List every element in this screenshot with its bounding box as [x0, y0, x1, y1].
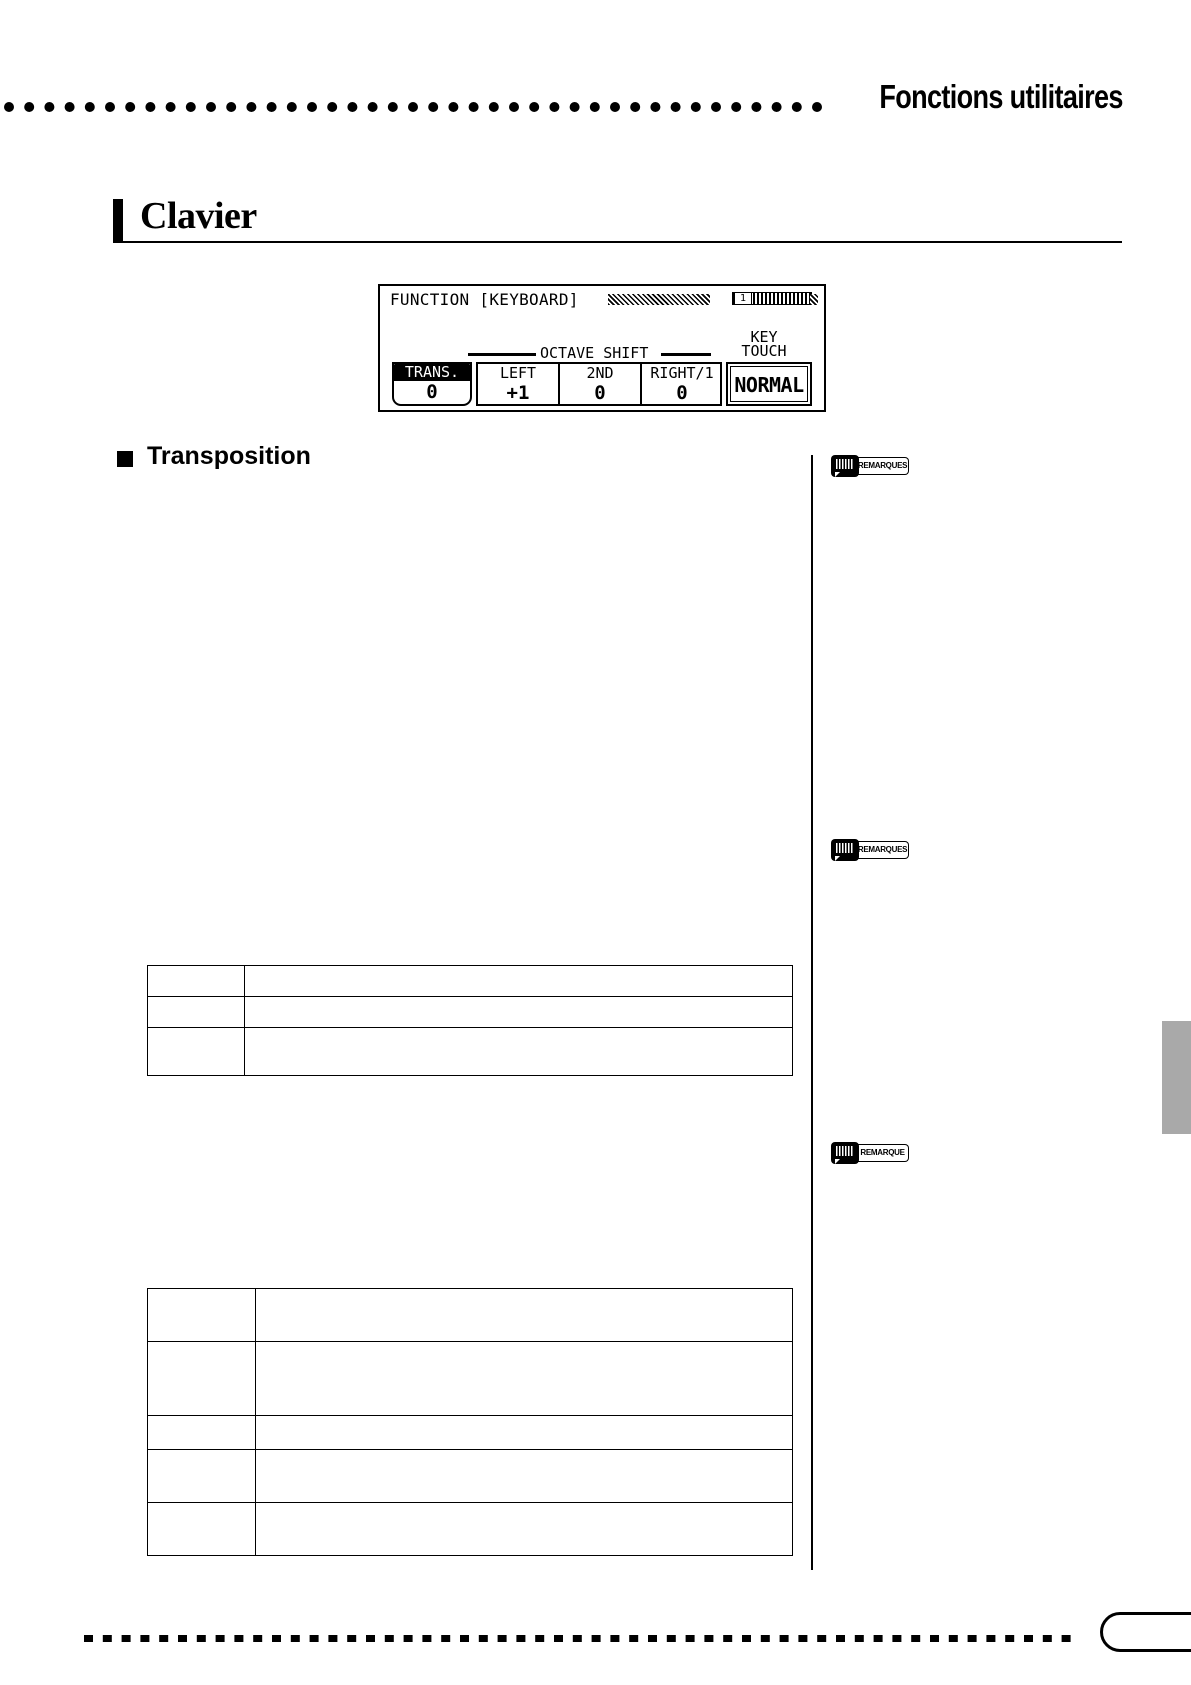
table-cell: [256, 1503, 793, 1556]
table-cell: [148, 1028, 245, 1076]
section-underline: [113, 241, 1122, 243]
chapter-side-tab: [1162, 1021, 1191, 1134]
note-label: REMARQUES: [857, 841, 909, 859]
lcd-display: [378, 284, 826, 412]
note-marker-2: [831, 839, 911, 863]
table-cell: [148, 1450, 256, 1503]
lcd-right-label: RIGHT/1: [650, 364, 714, 382]
table-cell: [245, 997, 793, 1028]
table-cell: [148, 1342, 256, 1416]
page-number-tab: [1100, 1612, 1191, 1654]
speech-bubble-icon: [831, 839, 859, 861]
lcd-key-touch-cell[interactable]: [726, 362, 812, 406]
table-cell: [148, 1289, 256, 1342]
lcd-hatch-bar: [608, 294, 710, 305]
speech-bubble-icon: [831, 455, 859, 477]
header-dotted-rule: [3, 101, 833, 113]
lcd-key-label: KEY: [750, 328, 778, 346]
lcd-page-indicator: [732, 292, 812, 305]
lcd-hatch-end: [810, 294, 818, 305]
lcd-trans-cell[interactable]: [392, 362, 472, 406]
lcd-key-touch-value: NORMAL: [730, 366, 808, 402]
table-cell: [148, 1416, 256, 1450]
lcd-left-cell[interactable]: [478, 364, 558, 404]
subsection-title: Transposition: [147, 442, 311, 470]
lcd-left-label: LEFT: [499, 364, 537, 382]
section-marker-bar: [113, 199, 123, 243]
table-row: [148, 1503, 793, 1556]
table-row: [148, 1289, 793, 1342]
page-header-title: Fonctions utilitaires: [879, 78, 1123, 115]
lcd-octave-shift-group: [476, 362, 722, 406]
table-cell: [256, 1342, 793, 1416]
note-label: REMARQUES: [857, 457, 909, 475]
table-1: [147, 965, 793, 1076]
table-cell: [148, 966, 245, 997]
lcd-touch-label: TOUCH: [741, 342, 787, 360]
lcd-octave-line-left: [468, 353, 536, 356]
lcd-title: FUNCTION [KEYBOARD]: [390, 290, 579, 309]
table-cell: [256, 1289, 793, 1342]
table-row: [148, 966, 793, 997]
subsection-square-bullet: [117, 451, 133, 467]
lcd-left-value: +1: [506, 382, 530, 404]
speech-bubble-icon: [831, 1142, 859, 1164]
table-cell: [245, 1028, 793, 1076]
footer-dashed-rule: [84, 1635, 1084, 1643]
table-2: [147, 1288, 793, 1556]
note-label: REMARQUE: [857, 1144, 909, 1162]
table-cell: [148, 997, 245, 1028]
section-title: Clavier: [140, 195, 257, 237]
lcd-2nd-value: 0: [594, 382, 606, 404]
lcd-trans-label: TRANS.: [392, 362, 472, 381]
margin-divider: [811, 455, 813, 1570]
table-row: [148, 1416, 793, 1450]
table-row: [148, 1450, 793, 1503]
table-cell: [245, 966, 793, 997]
table-row: [148, 997, 793, 1028]
lcd-page-number: 1: [735, 293, 752, 304]
note-marker-3: [831, 1142, 911, 1166]
lcd-2nd-cell[interactable]: [558, 364, 640, 404]
lcd-right-cell[interactable]: [640, 364, 722, 404]
lcd-octave-line-right: [661, 353, 711, 356]
lcd-octave-shift-label: OCTAVE SHIFT: [540, 344, 649, 362]
lcd-trans-value: 0: [426, 381, 438, 403]
lcd-key-touch-label: [724, 330, 804, 358]
table-row: [148, 1342, 793, 1416]
table-cell: [256, 1450, 793, 1503]
lcd-2nd-label: 2ND: [586, 364, 614, 382]
note-marker-1: [831, 455, 911, 479]
table-cell: [148, 1503, 256, 1556]
table-row: [148, 1028, 793, 1076]
table-cell: [256, 1416, 793, 1450]
lcd-right-value: 0: [676, 382, 688, 404]
